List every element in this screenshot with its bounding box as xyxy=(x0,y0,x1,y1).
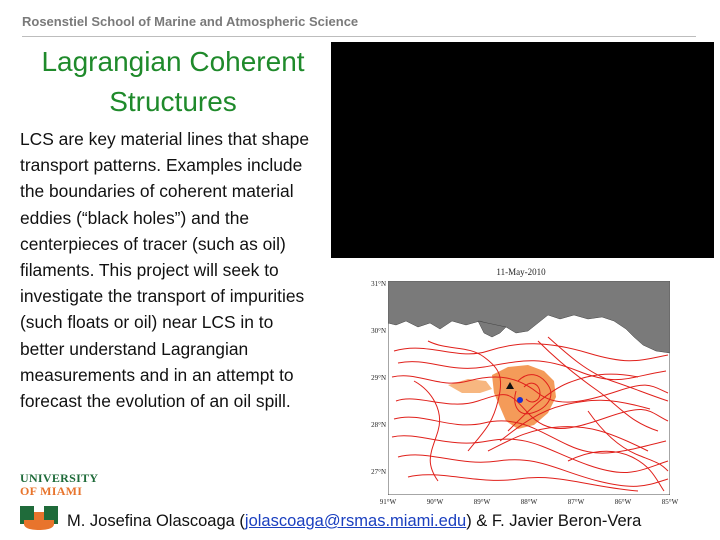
lon-label-86: 86°W xyxy=(614,498,632,506)
header-divider xyxy=(22,36,696,37)
lat-label-31: 31°N xyxy=(371,280,386,288)
lat-label-30: 30°N xyxy=(371,327,386,335)
institution-header: Rosenstiel School of Marine and Atmospheric Science xyxy=(22,14,359,29)
lon-label-91: 91°W xyxy=(379,498,397,506)
lat-label-28: 28°N xyxy=(371,421,386,429)
slide-title: Lagrangian Coherent Structures xyxy=(41,46,305,117)
university-of-miami-logo xyxy=(20,472,98,498)
author-prefix: M. Josefina Olascoaga ( xyxy=(67,512,245,530)
lat-label-29: 29°N xyxy=(371,374,386,382)
lon-label-90: 90°W xyxy=(426,498,444,506)
logo-line-of-miami: OF MIAMI xyxy=(20,484,83,498)
lon-label-87: 87°W xyxy=(567,498,585,506)
map-date-title: 11-May-2010 xyxy=(496,267,546,277)
lcs-map-figure xyxy=(356,264,686,514)
lon-label-88: 88°W xyxy=(520,498,538,506)
lon-label-89: 89°W xyxy=(473,498,491,506)
slide-body-text: LCS are key material lines that shape transport patterns. Examples include the boundaries of coherent material eddies (“black holes”) and the centerpieces of tracer (such as oil) filaments. This project will seek to investigate the transport of impurities (such floats or oil) near LCS in to better understand Lagrangian measurements and in an attempt to forecast the evolution of an oil spill. xyxy=(20,129,310,412)
logo-line-university: UNIVERSITY xyxy=(20,471,99,485)
lat-label-27: 27°N xyxy=(371,468,386,476)
author-credits xyxy=(67,512,641,531)
author-suffix: ) & F. Javier Beron-Vera xyxy=(466,512,642,530)
lon-label-85: 85°W xyxy=(661,498,679,506)
lcs-map-plot xyxy=(388,281,670,495)
float-marker xyxy=(517,397,523,403)
video-panel[interactable] xyxy=(331,42,714,258)
author-email-link[interactable]: jolascoaga@rsmas.miami.edu xyxy=(244,512,467,530)
u-logo-icon xyxy=(20,506,58,530)
